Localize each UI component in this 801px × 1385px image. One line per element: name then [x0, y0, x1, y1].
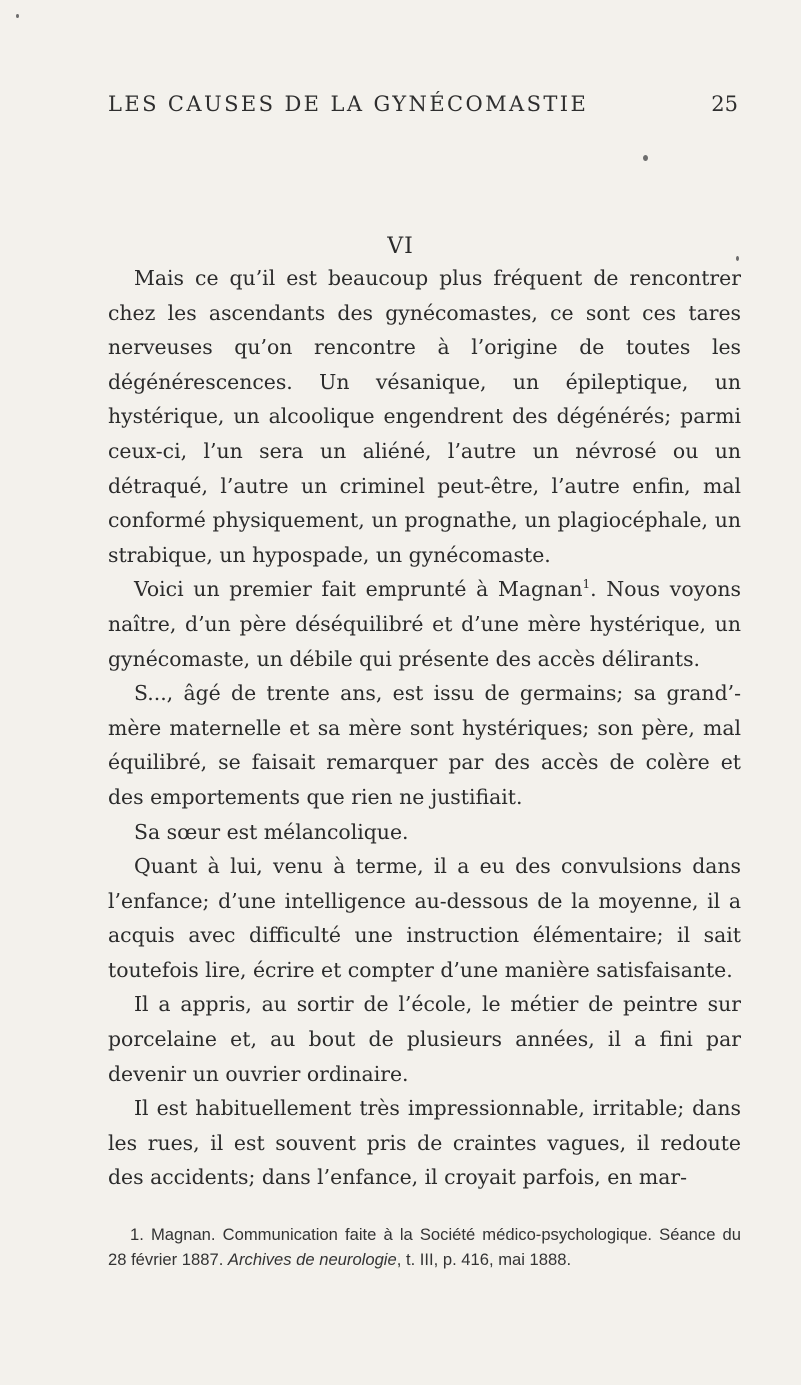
running-title: LES CAUSES DE LA GYNÉCOMASTIE — [108, 92, 589, 116]
section-number: VI — [387, 234, 414, 259]
paragraph-4: Sa sœur est mélancolique. — [134, 819, 409, 844]
footnote-ref-1[interactable]: 1 — [582, 577, 591, 592]
page-number: 25 — [711, 92, 738, 116]
body-text — [108, 261, 741, 1195]
footnote-text-before: 1. Magnan. Communication faite à la Société médico-psychologique. Séance du 28 février 1887. — [108, 1225, 741, 1269]
paragraph-1: Mais ce qu’il est beaucoup plus fréquent de rencontrer chez les ascendants des gynécomastes, ce sont ces tares nerveuses qu’on rencontre à l’origine de toutes les dégénérescences. Un vésanique, un épileptique, un hystérique, un alcoolique engendrent des dégénérés; parmi ceux-ci, l’un sera un aliéné, l’autre un névrosé ou un détraqué, l’autre un criminel peut-être, l’autre enfin, mal conformé physiquement, un prognathe, un plagiocéphale, un strabique, un hypospade, un gynécomaste. — [108, 266, 741, 567]
paragraph-3: S..., âgé de trente ans, est issu de germains; sa grand’-mère maternelle et sa mère sont hystériques; son père, mal équilibré, se faisait remarquer par des accès de colère et des emportements que rien ne justifiait. — [108, 681, 741, 809]
paragraph-6: Il a appris, au sortir de l’école, le métier de peintre sur porcelaine et, au bout de plusieurs années, il a fini par devenir un ouvrier ordinaire. — [108, 992, 741, 1086]
ink-speck — [16, 14, 19, 18]
paragraph-2-text-before: Voici un premier fait emprunté à Magnan — [134, 577, 583, 602]
ink-speck — [736, 256, 739, 261]
footnotes — [108, 1223, 741, 1273]
paragraph-7: Il est habituellement très impressionnable, irritable; dans les rues, il est souvent pris de craintes vagues, il redoute des accidents; dans l’enfance, il croyait parfois, en mar- — [108, 1096, 741, 1190]
paragraph-2-text-after: . Nous voyons naître, d’un père déséquilibré et d’une mère hystérique, un gynécomaste, un débile qui présente des accès délirants. — [108, 577, 741, 671]
paragraph-5: Quant à lui, venu à terme, il a eu des convulsions dans l’enfance; d’une intelligence au-dessous de la moyenne, il a acquis avec difficulté une instruction élémentaire; il sait toutefois lire, écrire et compter d’une manière satisfaisante. — [108, 854, 741, 982]
paragraph-2 — [108, 572, 741, 676]
footnote-text-after: , t. III, p. 416, mai 1888. — [396, 1249, 572, 1269]
ink-speck — [643, 155, 648, 161]
footnote-journal: Archives de neurologie — [227, 1249, 397, 1269]
page-header — [108, 92, 738, 132]
footnote-1 — [108, 1223, 741, 1273]
